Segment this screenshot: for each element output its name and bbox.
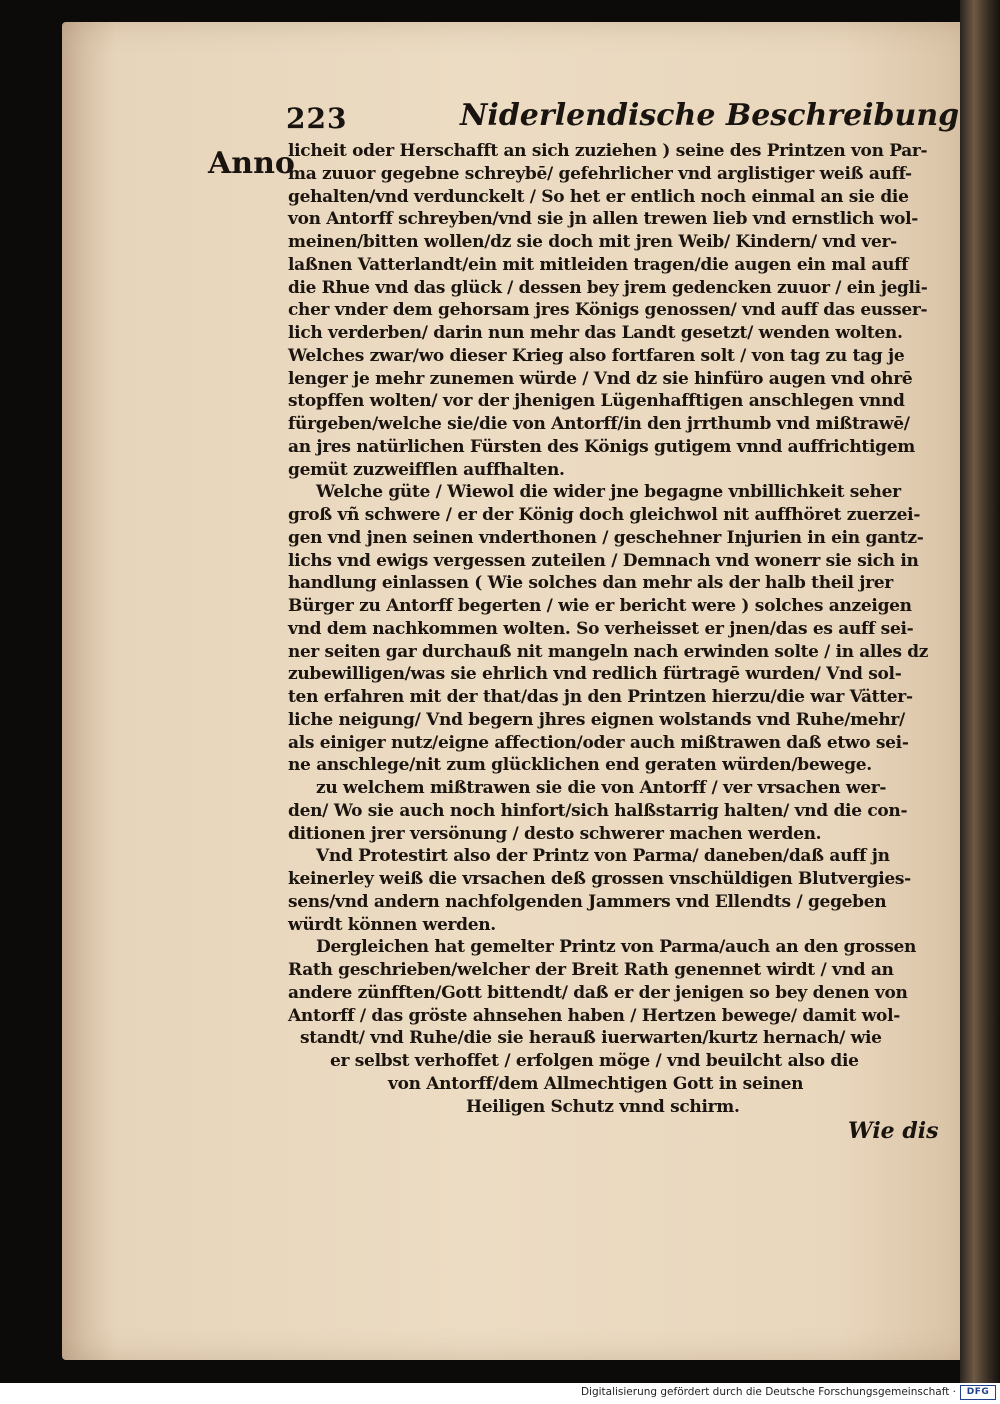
text-line: lichs vnd ewigs vergessen zuteilen / Demnach vnd wonerr sie sich in	[288, 550, 919, 571]
text-line: ma zuuor gegebne schreybē/ gefehrlicher vnd arglistiger weiß auff-	[288, 163, 912, 184]
funding-credit: Digitalisierung gefördert durch die Deutsche Forschungsgemeinschaft ·	[580, 1386, 956, 1398]
text-line: als einiger nutz/eigne affection/oder auch mißtrawen daß etwo sei-	[288, 732, 909, 753]
text-line: licheit oder Herschafft an sich zuziehen ) seine des Printzen von Par-	[288, 141, 928, 161]
text-line: zu welchem mißtrawen sie die von Antorff / ver vrsachen wer-	[316, 778, 887, 798]
text-line: Vnd Protestirt also der Printz von Parma/ daneben/daß auff jn	[316, 846, 890, 867]
text-line: den/ Wo sie auch noch hinfort/sich halßstarrig halten/ vnd die con-	[288, 800, 908, 821]
dfg-logo	[960, 1385, 996, 1400]
page-number: 223	[286, 102, 348, 135]
text-line: Heiligen Schutz vnnd schirm.	[466, 1096, 740, 1117]
body-text	[288, 140, 928, 1118]
text-line: Bürger zu Antorff begerten / wie er bericht were ) solches anzeigen	[288, 596, 912, 616]
text-line: lich verderben/ darin nun mehr das Landt gesetzt/ wenden wolten.	[288, 323, 903, 343]
text-line: meinen/bitten wollen/dz sie doch mit jren Weib/ Kindern/ vnd ver-	[288, 232, 897, 252]
text-line: keinerley weiß die vrsachen deß grossen vnschüldigen Blutvergies-	[288, 869, 911, 889]
text-line: standt/ vnd Ruhe/die sie herauß iuerwarten/kurtz hernach/ wie	[300, 1028, 882, 1049]
text-line: cher vnder dem gehorsam jres Königs genossen/ vnd auff das eusser-	[288, 300, 928, 321]
text-line: an jres natürlichen Fürsten des Königs gutigem vnnd auffrichtigem	[288, 436, 915, 457]
text-line: er selbst verhoffet / erfolgen möge / vnd beuilcht also die	[330, 1051, 859, 1071]
text-line: würdt können werden.	[288, 914, 496, 935]
text-line: zubewilligen/was sie ehrlich vnd redlich fürtragē wurden/ Vnd sol-	[288, 664, 902, 685]
text-line: Welche güte / Wiewol die wider jne begagne vnbillichkeit seher	[316, 482, 901, 503]
catchword: Wie dis	[848, 1118, 939, 1144]
text-line: handlung einlassen ( Wie solches dan mehr als der halb theil jrer	[288, 573, 893, 594]
text-line: ten erfahren mit der that/das jn den Printzen hierzu/die war Vätter-	[288, 687, 913, 707]
text-line: stopffen wolten/ vor der jhenigen Lügenhafftigen anschlegen vnnd	[288, 391, 905, 412]
text-line: Antorff / das gröste ahnsehen haben / Hertzen bewege/ damit wol-	[288, 1005, 900, 1026]
text-line: lenger je mehr zunemen würde / Vnd dz sie hinfüro augen vnd ohrē	[288, 368, 913, 389]
text-line: groß vñ schwere / er der König doch gleichwol nit auffhöret zuerzei-	[288, 505, 921, 525]
text-line: sens/vnd andern nachfolgenden Jammers vnd Ellendts / gegeben	[288, 891, 887, 912]
book-edge	[960, 0, 1000, 1383]
text-line: ditionen jrer versönung / desto schwerer machen werden.	[288, 823, 822, 844]
text-line: von Antorff/dem Allmechtigen Gott in seinen	[388, 1073, 804, 1094]
text-line: Welches zwar/wo dieser Krieg also fortfaren solt / von tag zu tag je	[288, 345, 905, 366]
text-line: fürgeben/welche sie/die von Antorff/in den jrrthumb vnd mißtrawē/	[288, 414, 910, 434]
text-line: ne anschlege/nit zum glücklichen end geraten würden/bewege.	[288, 755, 872, 776]
dfg-logo-text: DFG	[966, 1387, 990, 1397]
text-line: Rath geschrieben/welcher der Breit Rath genennet wirdt / vnd an	[288, 960, 894, 980]
text-line: laßnen Vatterlandt/ein mit mitleiden tragen/die augen ein mal auff	[288, 254, 909, 275]
marginal-note: Anno	[208, 146, 295, 181]
page-header	[286, 98, 960, 138]
text-line: gemüt zuzweifflen auffhalten.	[288, 459, 565, 480]
running-title: Niderlendische Beschreibung	[460, 98, 960, 133]
text-line: vnd dem nachkommen wolten. So verheisset er jnen/das es auff sei-	[288, 618, 914, 639]
text-line: gehalten/vnd verdunckelt / So het er entlich noch einmal an sie die	[288, 186, 909, 207]
text-line: die Rhue vnd das glück / dessen bey jrem gedencken zuuor / ein jegli-	[288, 277, 928, 298]
text-line: Dergleichen hat gemelter Printz von Parma/auch an den grossen	[316, 937, 917, 958]
text-line: andere zünfften/Gott bittendt/ daß er der jenigen so bey denen von	[288, 982, 908, 1003]
text-line: liche neigung/ Vnd begern jhres eignen wolstands vnd Ruhe/mehr/	[288, 709, 905, 730]
text-line: von Antorff schreyben/vnd sie jn allen trewen lieb vnd ernstlich wol-	[288, 209, 919, 230]
text-line: ner seiten gar durchauß nit mangeln nach erwinden solte / in alles dz	[288, 641, 929, 662]
footer-bar	[0, 1383, 1000, 1404]
text-line: gen vnd jnen seinen vnderthonen / geschehner Injurien in ein gantz-	[288, 527, 924, 548]
